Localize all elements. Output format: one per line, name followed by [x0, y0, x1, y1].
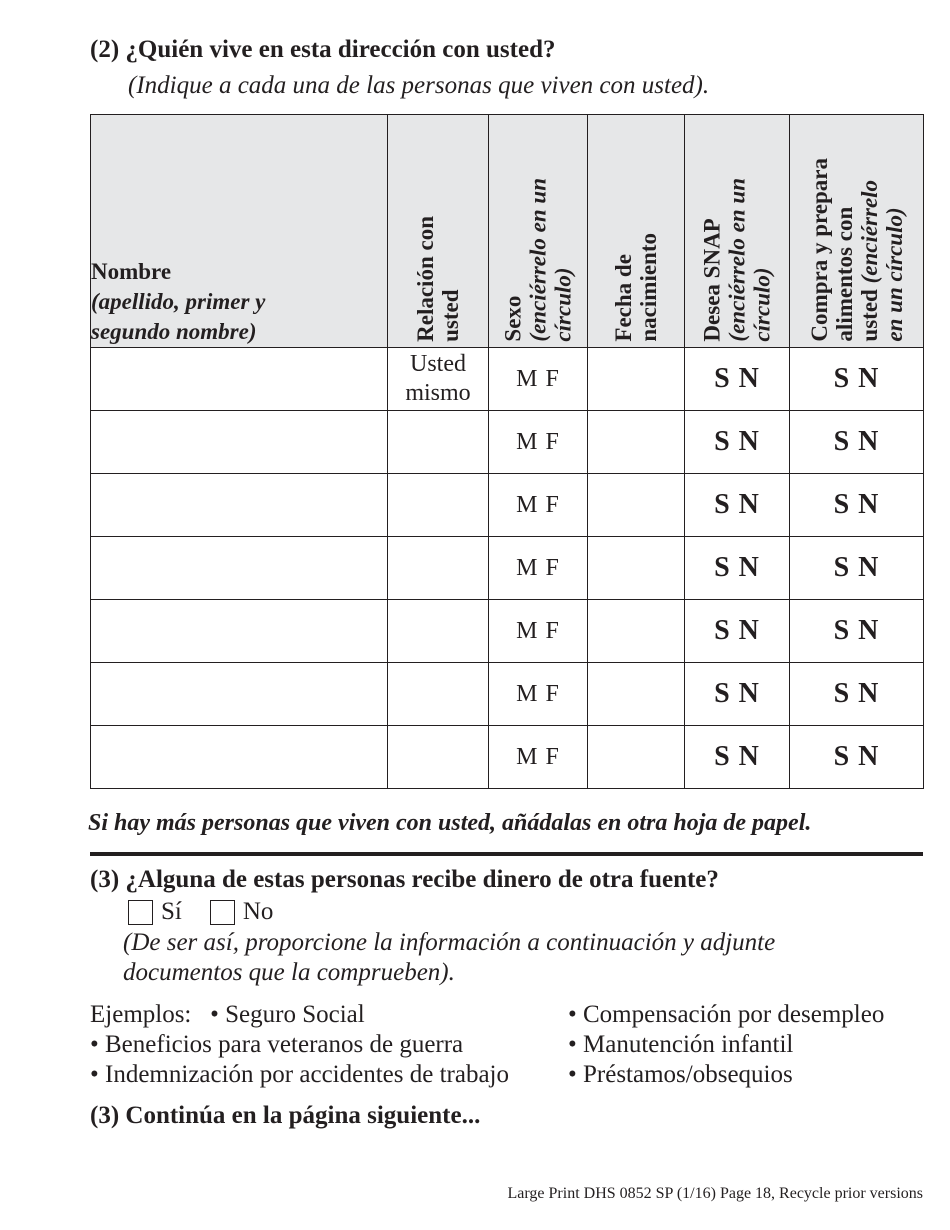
snap-choice[interactable]: S N [685, 726, 790, 789]
examples-right-column [568, 1000, 884, 1090]
yes-label: Sí [161, 898, 182, 925]
example-item: Ejemplos: • Seguro Social [90, 1001, 365, 1028]
buy-food-choice[interactable]: S N [790, 537, 924, 600]
birthdate-cell[interactable] [588, 474, 685, 537]
birthdate-cell[interactable] [588, 411, 685, 474]
buy-food-choice[interactable]: S N [790, 600, 924, 663]
question-3-note-line-2: documentos que la comprueben). [123, 959, 455, 986]
buy-food-choice[interactable]: S N [790, 474, 924, 537]
header-sex-label: Sexo [500, 296, 526, 342]
table-row [91, 600, 924, 663]
question-3-title: (3) ¿Alguna de estas personas recibe dinero de otra fuente? [90, 866, 719, 893]
table-header-row [91, 115, 924, 348]
example-item: • Manutención infantil [568, 1031, 794, 1058]
header-buy-line-2: alimentos con [831, 207, 857, 342]
snap-choice[interactable]: S N [685, 411, 790, 474]
relation-cell[interactable] [388, 600, 489, 663]
relation-cell[interactable] [388, 537, 489, 600]
sex-choice[interactable]: M F [489, 348, 588, 411]
sex-choice[interactable]: M F [489, 411, 588, 474]
example-item: • Compensación por desempleo [568, 1001, 885, 1028]
birthdate-cell[interactable] [588, 600, 685, 663]
birthdate-cell[interactable] [588, 537, 685, 600]
header-birthdate [588, 115, 685, 348]
header-buy-hint-2: en un círculo) [881, 207, 907, 342]
relation-cell[interactable] [388, 474, 489, 537]
header-relation [388, 115, 489, 348]
header-buy-hint-1: (enciérrelo [856, 180, 882, 284]
table-row [91, 537, 924, 600]
header-buys-food [790, 115, 924, 348]
birthdate-cell[interactable] [588, 663, 685, 726]
sex-choice[interactable]: M F [489, 537, 588, 600]
header-buy-line-1: Compra y prepara [806, 158, 832, 342]
buy-food-choice[interactable]: S N [790, 348, 924, 411]
name-cell[interactable] [91, 600, 388, 663]
header-relation-line-1: Relación con [413, 216, 438, 342]
snap-choice[interactable]: S N [685, 600, 790, 663]
birthdate-cell[interactable] [588, 348, 685, 411]
yes-option[interactable] [128, 898, 182, 926]
more-people-note: Si hay más personas que viven con usted, añádalas en otra hoja de papel. [88, 810, 812, 836]
header-name [91, 115, 388, 348]
header-name-hint-1: (apellido, primer y [91, 289, 266, 314]
sex-choice[interactable]: M F [489, 663, 588, 726]
relation-cell[interactable] [388, 411, 489, 474]
table-row [91, 474, 924, 537]
header-wants-snap [685, 115, 790, 348]
name-cell[interactable] [91, 663, 388, 726]
snap-choice[interactable]: S N [685, 537, 790, 600]
header-snap-hint-1: (enciérrelo en un [724, 178, 750, 342]
relation-cell[interactable] [388, 726, 489, 789]
name-cell[interactable] [91, 348, 388, 411]
example-item: • Préstamos/obsequios [568, 1061, 793, 1088]
buy-food-choice[interactable]: S N [790, 663, 924, 726]
question-3-options [128, 898, 301, 926]
question-3-note-line-1: (De ser así, proporcione la información a continuación y adjunte [123, 929, 776, 956]
table-row [91, 726, 924, 789]
table-row [91, 411, 924, 474]
header-buy-line-3: usted [856, 283, 882, 342]
birthdate-cell[interactable] [588, 726, 685, 789]
no-option[interactable] [210, 898, 274, 926]
header-birthdate-line-1: Fecha de [611, 254, 636, 342]
header-sex-hint-2: círculo) [550, 267, 576, 342]
snap-choice[interactable]: S N [685, 663, 790, 726]
examples-left-column [90, 1000, 509, 1090]
continues-next-page: (3) Continúa en la página siguiente... [90, 1102, 481, 1129]
no-label: No [242, 898, 274, 925]
name-cell[interactable] [91, 474, 388, 537]
header-relation-line-2: usted [438, 289, 463, 342]
question-3-note [123, 928, 775, 988]
sex-choice[interactable]: M F [489, 726, 588, 789]
form-footer: Large Print DHS 0852 SP (1/16) Page 18, Recycle prior versions [507, 1185, 923, 1202]
header-sex-hint-1: (enciérrelo en un [525, 178, 551, 342]
example-item: • Beneficios para veteranos de guerra [90, 1031, 464, 1058]
relation-self-line-1: Usted [410, 351, 466, 377]
header-birthdate-line-2: nacimiento [636, 233, 661, 342]
header-name-label: Nombre [91, 259, 172, 284]
yes-checkbox[interactable] [128, 900, 153, 925]
relation-cell [388, 348, 489, 411]
header-snap-hint-2: círculo) [749, 267, 775, 342]
buy-food-choice[interactable]: S N [790, 411, 924, 474]
question-2-title: (2) ¿Quién vive en esta dirección con usted? [90, 36, 556, 63]
relation-cell[interactable] [388, 663, 489, 726]
table-row [91, 663, 924, 726]
header-snap-label: Desea SNAP [699, 218, 725, 342]
section-divider [90, 852, 923, 856]
table-row [91, 348, 924, 411]
name-cell[interactable] [91, 537, 388, 600]
snap-choice[interactable]: S N [685, 348, 790, 411]
header-name-hint-2: segundo nombre) [91, 319, 257, 344]
relation-self-line-2: mismo [405, 380, 471, 406]
example-item: • Indemnización por accidentes de trabajo [90, 1061, 509, 1088]
snap-choice[interactable]: S N [685, 474, 790, 537]
name-cell[interactable] [91, 726, 388, 789]
household-members-table [90, 114, 924, 789]
buy-food-choice[interactable]: S N [790, 726, 924, 789]
sex-choice[interactable]: M F [489, 600, 588, 663]
name-cell[interactable] [91, 411, 388, 474]
question-2-subtitle: (Indique a cada una de las personas que viven con usted). [128, 72, 710, 99]
no-checkbox[interactable] [210, 900, 235, 925]
sex-choice[interactable]: M F [489, 474, 588, 537]
header-sex [489, 115, 588, 348]
